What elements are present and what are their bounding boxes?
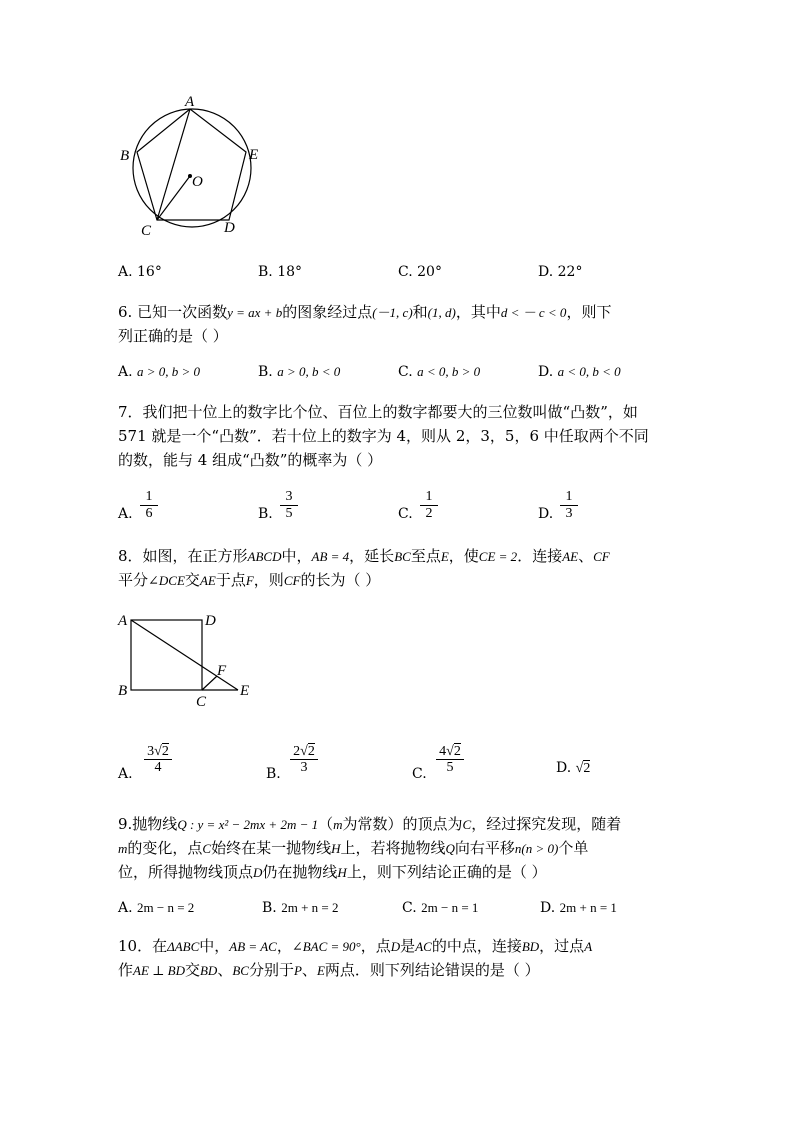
option-letter: B. <box>258 364 273 380</box>
q8-option-c-value <box>436 744 464 775</box>
q9-stem-line3 <box>118 860 547 885</box>
label-d: D <box>205 613 216 629</box>
sqrt-sign: √ <box>446 744 454 759</box>
math-point-1: (－1, c) <box>372 305 413 320</box>
text: 平分 <box>118 571 149 589</box>
segment-cf <box>202 676 217 690</box>
denominator: 6 <box>145 506 153 521</box>
numerator: 1 <box>425 489 433 504</box>
text: 中， <box>281 547 312 565</box>
label-e: E <box>249 147 259 163</box>
q5-option-c[interactable] <box>398 264 442 280</box>
denominator: 2 <box>425 506 433 521</box>
option-value: a < 0, b < 0 <box>557 364 621 379</box>
q10-stem-line2 <box>118 958 540 983</box>
segment-ac <box>157 109 190 220</box>
option-letter: D. <box>538 264 554 280</box>
label-c: C <box>196 694 207 710</box>
math: C <box>462 817 472 832</box>
math-parabola: Q : y = x² − 2mx + 2m − 1 <box>177 817 319 832</box>
q6-option-d[interactable] <box>538 364 621 380</box>
text: ，则 <box>253 571 284 589</box>
math: F <box>245 573 254 588</box>
q8-option-d[interactable] <box>556 760 590 777</box>
sqrt-sign: √ <box>300 744 308 759</box>
coefficient: 2 <box>293 744 301 759</box>
text: 、 <box>578 547 594 565</box>
text: 仍在抛物线 <box>262 863 338 881</box>
label-e: E <box>240 683 250 699</box>
text: 中， <box>199 937 230 955</box>
option-letter: D. <box>556 760 572 776</box>
math-function: y = ax + b <box>227 305 283 320</box>
option-letter: B. <box>258 264 273 280</box>
option-value: a > 0, b > 0 <box>137 364 201 379</box>
option-letter: D. <box>538 364 554 380</box>
math-condition: d < － c < 0 <box>500 305 567 320</box>
q7-stem-line1: 7．我们把十位上的数字比个位、百位上的数字都要大的三位数叫做“凸数”，如 <box>118 403 638 421</box>
q5-option-d[interactable] <box>538 264 582 280</box>
text: 至点 <box>410 547 441 565</box>
math: A <box>584 939 593 954</box>
radicand: 2 <box>453 744 461 759</box>
q7-option-d-fraction <box>560 490 578 521</box>
label-a: A <box>118 613 128 629</box>
q8-option-a-letter[interactable]: A. <box>118 766 133 782</box>
option-value: 22° <box>557 264 583 280</box>
option-value: a > 0, b < 0 <box>277 364 341 379</box>
q7-option-c-letter[interactable]: C. <box>398 506 413 522</box>
label-d: D <box>224 220 235 236</box>
radicand: 2 <box>583 761 591 776</box>
text: ．连接 <box>517 547 563 565</box>
sqrt-sign: √ <box>575 761 584 776</box>
text: 个单 <box>558 839 589 857</box>
text: ， <box>276 937 292 955</box>
numerator: 1 <box>145 489 153 504</box>
q7-option-a-fraction <box>140 490 158 521</box>
q8-stem-line1 <box>118 544 610 569</box>
math: AE <box>562 549 579 564</box>
denominator: 3 <box>565 506 573 521</box>
option-letter: A. <box>118 900 133 916</box>
label-o: O <box>192 174 203 190</box>
math: E <box>440 549 449 564</box>
coefficient: 3 <box>147 744 155 759</box>
text: ，经过探究发现，随着 <box>471 815 622 833</box>
math: AB = AC <box>229 939 277 954</box>
math: D <box>390 939 401 954</box>
math: CF <box>283 573 301 588</box>
math-point-2: (1, d) <box>427 305 456 320</box>
math: BC <box>394 549 411 564</box>
option-value: 2m + n = 1 <box>559 900 617 915</box>
q6-stem-line2: 列正确的是（ ） <box>118 327 228 345</box>
text: 作 <box>118 961 134 979</box>
text: 是 <box>400 937 416 955</box>
math: m <box>333 817 343 832</box>
q7-stem-line2: 571 就是一个“凸数”．若十位上的数字为 4，则从 2，3，5，6 中任取两个不同 <box>118 427 649 445</box>
math: AB = 4 <box>311 549 350 564</box>
label-b: B <box>120 148 130 164</box>
text: 、 <box>301 961 317 979</box>
text: 交 <box>184 961 200 979</box>
text: 9.抛物线 <box>118 815 178 833</box>
text: ，点 <box>360 937 391 955</box>
math: H <box>331 841 341 856</box>
math: CE = 2 <box>478 549 518 564</box>
text: 的中点，连接 <box>431 937 522 955</box>
text: 已知一次函数 <box>137 303 228 321</box>
q5-option-a[interactable] <box>118 264 162 280</box>
q5-option-b[interactable] <box>258 264 302 280</box>
q8-stem-line2 <box>118 568 380 593</box>
option-letter: C. <box>398 264 413 280</box>
text: 上，则下列结论正确的是（ ） <box>346 863 547 881</box>
text: 两点．则下列结论错误的是（ ） <box>324 961 540 979</box>
q9-option-b[interactable] <box>262 900 338 916</box>
text: 、 <box>217 961 233 979</box>
q7-stem-line3: 的数，能与 4 组成“凸数”的概率为（ ） <box>118 451 383 469</box>
numerator: 1 <box>565 489 573 504</box>
q7-option-c-fraction <box>420 490 438 521</box>
math: AE ⊥ BD <box>133 963 185 978</box>
math: ABCD <box>247 549 282 564</box>
option-letter: D. <box>540 900 556 916</box>
text: 分别于 <box>248 961 294 979</box>
q7-option-d-letter[interactable]: D. <box>538 506 554 522</box>
denominator: 3 <box>290 759 318 775</box>
option-value: 20° <box>417 264 442 280</box>
q7-option-b-letter[interactable]: B. <box>258 506 273 522</box>
denominator: 4 <box>144 759 172 775</box>
text: 上，若将抛物线 <box>340 839 446 857</box>
text: 和 <box>412 303 428 321</box>
q7-option-b-fraction <box>280 490 298 521</box>
text: 位，所得抛物线顶点 <box>118 863 254 881</box>
segment-co <box>157 176 190 220</box>
q9-option-d[interactable] <box>540 900 617 916</box>
q10-stem-line1 <box>118 934 592 959</box>
math: BC <box>232 963 249 978</box>
text: ，其中 <box>455 303 501 321</box>
pentagon-circle-figure <box>110 92 270 242</box>
math: E <box>316 963 325 978</box>
sqrt-sign: √ <box>154 744 162 759</box>
option-letter: A. <box>118 264 133 280</box>
q6-stem-line1 <box>118 300 611 325</box>
option-value: 18° <box>277 264 303 280</box>
option-letter: B. <box>262 900 277 916</box>
q8-option-a-value <box>144 744 172 775</box>
option-value: 16° <box>137 264 162 280</box>
math: BD <box>521 939 540 954</box>
text: ，延长 <box>349 547 395 565</box>
segment-ae <box>131 620 238 690</box>
math: n(n > 0) <box>514 841 559 856</box>
math: m <box>118 841 128 856</box>
text: ，则下 <box>566 303 612 321</box>
numerator: 3 <box>285 489 293 504</box>
q8-option-b-value <box>290 744 318 775</box>
question-number: 6. <box>118 303 133 321</box>
denominator: 5 <box>436 759 464 775</box>
math: ΔABC <box>167 939 200 954</box>
option-value: 2m + n = 2 <box>281 900 339 915</box>
square-figure <box>110 606 270 712</box>
math: P <box>293 963 302 978</box>
option-letter: A. <box>118 364 133 380</box>
q6-option-b[interactable] <box>258 364 340 380</box>
pentagon-abcde <box>137 109 246 220</box>
q9-stem-line1 <box>118 812 621 837</box>
text: 始终在某一抛物线 <box>211 839 332 857</box>
q9-stem-line2 <box>118 836 588 861</box>
square-abcd <box>131 620 202 690</box>
denominator: 5 <box>285 506 293 521</box>
math: BD <box>199 963 218 978</box>
label-f: F <box>217 663 227 679</box>
label-b: B <box>118 683 128 699</box>
text: 10．在 <box>118 937 168 955</box>
q9-option-a[interactable] <box>118 900 194 916</box>
text: 于点 <box>215 571 246 589</box>
option-value: a < 0, b > 0 <box>417 364 481 379</box>
math: H <box>337 865 347 880</box>
text: 的长为（ ） <box>300 571 381 589</box>
text: 为常数）的顶点为 <box>342 815 463 833</box>
q9-option-c[interactable] <box>402 900 478 916</box>
q8-option-c-letter[interactable]: C. <box>412 766 427 782</box>
circumcircle <box>133 109 251 227</box>
option-letter: C. <box>402 900 417 916</box>
text: 向右平移 <box>454 839 515 857</box>
option-letter: C. <box>398 364 413 380</box>
label-c: C <box>141 223 152 239</box>
radicand: 2 <box>307 744 315 759</box>
math: AC <box>415 939 432 954</box>
math: D <box>253 865 263 880</box>
math: Q <box>445 841 455 856</box>
q6-option-c[interactable] <box>398 364 480 380</box>
text: （ <box>318 815 334 833</box>
math: ∠BAC = 90° <box>291 939 361 954</box>
q8-option-b-letter[interactable]: B. <box>266 766 281 782</box>
coefficient: 4 <box>439 744 447 759</box>
text: 交 <box>184 571 200 589</box>
q6-option-a[interactable] <box>118 364 200 380</box>
label-a: A <box>185 94 195 110</box>
math: C <box>202 841 212 856</box>
math: AE <box>199 573 216 588</box>
option-value: 2m − n = 2 <box>137 900 195 915</box>
text: 8．如图，在正方形 <box>118 547 248 565</box>
text: 的图象经过点 <box>282 303 373 321</box>
text: 的变化，点 <box>127 839 203 857</box>
math: ∠DCE <box>148 573 185 588</box>
text: ，使 <box>448 547 479 565</box>
radicand: 2 <box>161 744 169 759</box>
text: ，过点 <box>539 937 585 955</box>
q7-option-a-letter[interactable]: A. <box>118 506 133 522</box>
option-value: 2m − n = 1 <box>421 900 479 915</box>
math: CF <box>593 549 610 564</box>
